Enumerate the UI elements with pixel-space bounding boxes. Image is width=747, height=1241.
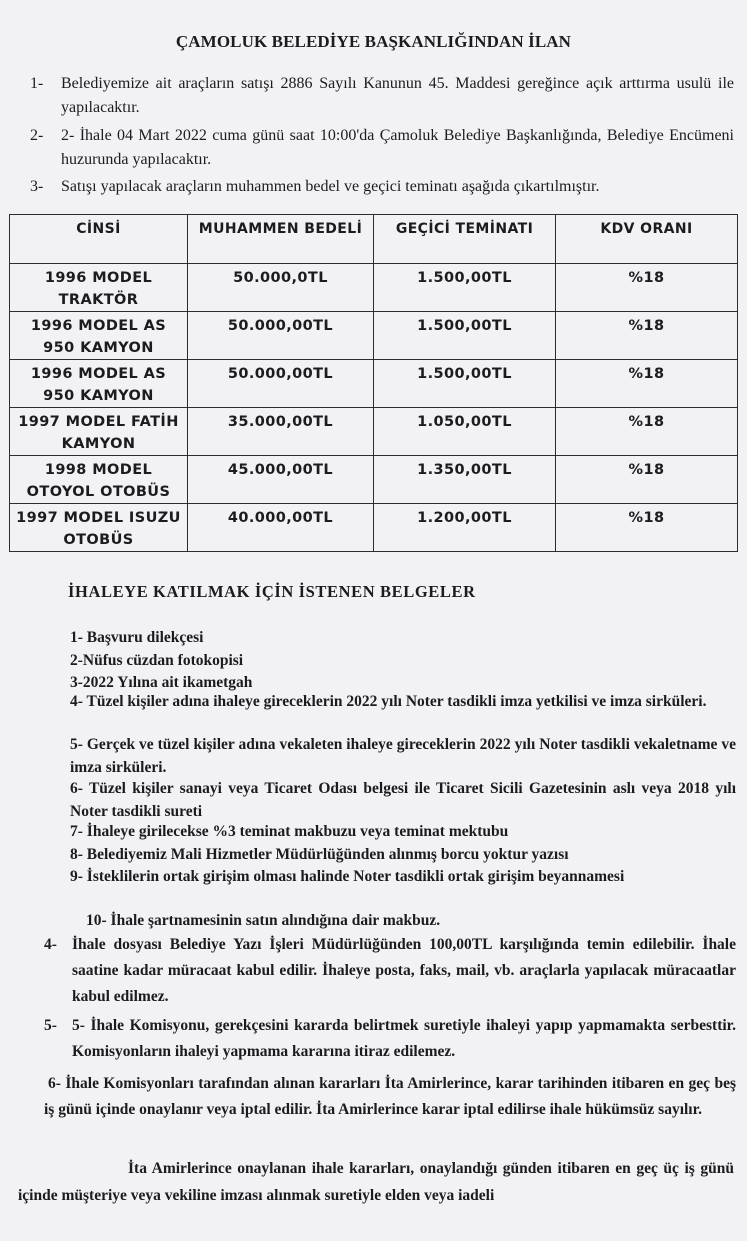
document-text: 4- Tüzel kişiler adına ihaleye gireceklerin 2022 yılı Noter tasdikli imza yetkilisi ve imza sirküleri. (70, 693, 707, 710)
paragraph-text: İta Amirlerince onaylanan ihale kararları, onaylandığı günden itibaren en geç üç iş günü içinde müşteriye veya vekiline imzası alınmak suretiyle elden veya iadeli (18, 1160, 734, 1204)
cell-cinsi: 1996 MODEL TRAKTÖR (10, 264, 188, 312)
cell-kdv: %18 (556, 312, 738, 360)
intro-number: 3- (30, 178, 44, 195)
cell-teminat: 1.500,00TL (374, 312, 556, 360)
document-text: 9- İsteklilerin ortak girişim olması halinde Noter tasdikli ortak girişim beyannamesi (70, 868, 625, 885)
header-cinsi: CİNSİ (10, 215, 188, 264)
document-item-1: 1- Başvuru dilekçesi (70, 629, 204, 646)
cell-kdv: %18 (556, 360, 738, 408)
cell-kdv: %18 (556, 408, 738, 456)
intro-text: Belediyemize ait araçların satışı 2886 Sayılı Kanunun 45. Maddesi gereğince açık arttırma usulü ile yapılacaktır. (61, 75, 734, 116)
document-item-7: 7- İhaleye girilecekse %3 teminat makbuzu veya teminat mektubu (70, 823, 509, 840)
paragraph-text: İhale dosyası Belediye Yazı İşleri Müdürlüğünden 100,00TL karşılığında temin edilebilir. İhale saatine kadar müracaat kabul edilir. İhaleye posta, faks, mail, vb. araçlarla yapılacak müracaatlar kabul edilmez. (72, 936, 736, 1005)
paragraph-text: 6- İhale Komisyonları tarafından alınan kararları İta Amirlerince, karar tarihinden itibaren en geç beş iş günü içinde onaylanır veya iptal edilir. İta Amirlerince karar iptal edilirse ihale hükümsüz sayılır. (44, 1075, 736, 1118)
vehicle-table (9, 214, 738, 552)
intro-number: 1- (30, 75, 44, 92)
cell-teminat: 1.500,00TL (374, 264, 556, 312)
intro-item-3 (30, 175, 734, 199)
table-row (10, 312, 738, 360)
page-title: ÇAMOLUK BELEDİYE BAŞKANLIĞINDAN İLAN (175, 32, 572, 51)
cell-bedel: 50.000,0TL (188, 264, 374, 312)
paragraph-final (18, 1155, 734, 1209)
paragraph-6 (44, 1071, 736, 1123)
cell-teminat: 1.350,00TL (374, 456, 556, 504)
document-item-5 (14, 733, 736, 779)
header-muhammen-bedeli: MUHAMMEN BEDELİ (188, 215, 374, 264)
paragraph-text: 5- İhale Komisyonu, gerekçesini kararda belirtmek suretiyle ihaleyi yapıp yapmamakta serbesttir. Komisyonların ihaleyi yapmama kararına itiraz edilemez. (72, 1017, 736, 1060)
header-gecici-teminat: GEÇİCİ TEMİNATI (374, 215, 556, 264)
cell-bedel: 40.000,00TL (188, 504, 374, 552)
intro-number: 2- (30, 127, 44, 144)
document-text: 5- Gerçek ve tüzel kişiler adına vekaleten ihaleye gireceklerin 2022 yılı Noter tasdikli vekaletname ve imza sirküleri. (70, 736, 736, 776)
table-row (10, 456, 738, 504)
document-item-8: 8- Belediyemiz Mali Hizmetler Müdürlüğünden alınmış borcu yoktur yazısı (70, 846, 569, 863)
document-item-9 (14, 865, 736, 888)
document-text: 6- Tüzel kişiler sanayi veya Ticaret Odası belgesi ile Ticaret Sicili Gazetesinin aslı veya 2018 yılı Noter tasdikli sureti (70, 780, 736, 820)
cell-bedel: 50.000,00TL (188, 312, 374, 360)
cell-bedel: 50.000,00TL (188, 360, 374, 408)
cell-teminat: 1.050,00TL (374, 408, 556, 456)
cell-kdv: %18 (556, 456, 738, 504)
paragraph-number: 5- (44, 1017, 57, 1034)
document-item-2: 2-Nüfus cüzdan fotokopisi (70, 652, 244, 669)
intro-text: Satışı yapılacak araçların muhammen bedel ve geçici teminatı aşağıda çıkartılmıştır. (61, 178, 600, 195)
cell-teminat: 1.200,00TL (374, 504, 556, 552)
paragraph-5 (44, 1013, 736, 1065)
cell-cinsi: 1996 MODEL AS 950 KAMYON (10, 360, 188, 408)
header-kdv-orani: KDV ORANI (556, 215, 738, 264)
intro-text: 2- İhale 04 Mart 2022 cuma günü saat 10:00'da Çamoluk Belediye Başkanlığında, Belediye Encümeni huzurunda yapılacaktır. (61, 127, 734, 168)
table-row (10, 360, 738, 408)
documents-title: İHALEYE KATILMAK İÇİN İSTENEN BELGELER (68, 582, 476, 601)
document-item-10: 10- İhale şartnamesinin satın alındığına dair makbuz. (86, 912, 441, 929)
paragraph-4 (44, 932, 736, 1010)
table-row (10, 264, 738, 312)
cell-bedel: 35.000,00TL (188, 408, 374, 456)
cell-kdv: %18 (556, 264, 738, 312)
paragraph-number: 4- (44, 936, 57, 953)
document-item-6 (14, 777, 736, 823)
intro-item-2 (30, 124, 734, 172)
cell-cinsi: 1997 MODEL ISUZU OTOBÜS (10, 504, 188, 552)
cell-cinsi: 1997 MODEL FATİH KAMYON (10, 408, 188, 456)
cell-kdv: %18 (556, 504, 738, 552)
table-row (10, 504, 738, 552)
cell-cinsi: 1996 MODEL AS 950 KAMYON (10, 312, 188, 360)
document-item-3: 3-2022 Yılına ait ikametgah (70, 674, 253, 691)
cell-cinsi: 1998 MODEL OTOYOL OTOBÜS (10, 456, 188, 504)
table-row (10, 408, 738, 456)
intro-item-1 (30, 72, 734, 120)
cell-bedel: 45.000,00TL (188, 456, 374, 504)
cell-teminat: 1.500,00TL (374, 360, 556, 408)
document-item-4 (14, 690, 736, 713)
table-header-row (10, 215, 738, 264)
